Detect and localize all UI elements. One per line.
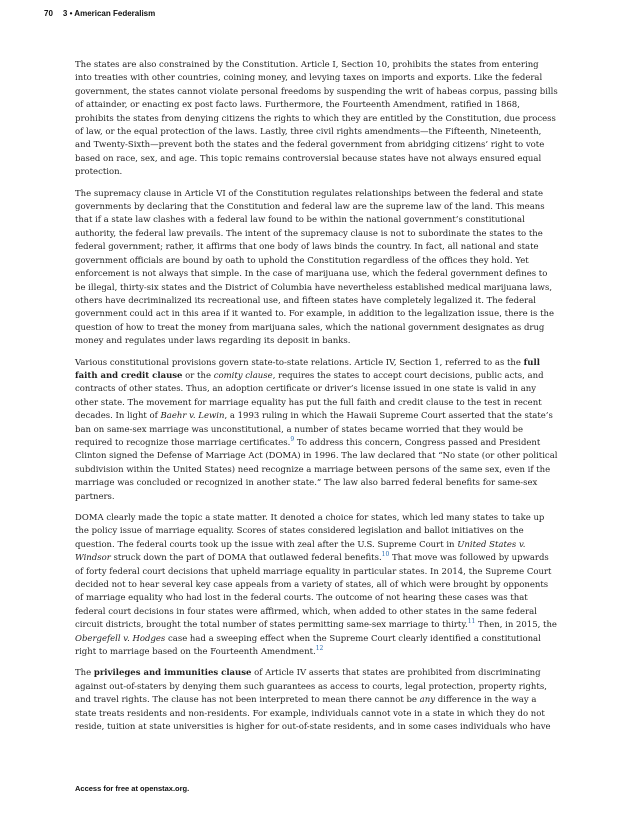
chapter-title: 3 • American Federalism — [62, 9, 156, 18]
paragraph-supremacy-clause: The supremacy clause in Article VI of the Constitution regulates relationships between the federal and state governments by declaring that the Constitution and federal law are the supreme law of the land. This means that if a state law clashes with a federal law found to be within the national government’s constitutional authority, the federal law prevails. The intent of the supremacy clause is not to subordinate the states to the federal government; rather, it affirms that one body of laws binds the country. In fact, all national and state government officials are bound by oath to uphold the Constitution regardless of the offices they hold. Yet enforcement is not always that simple. In the case of marijuana use, which the federal government defines to be illegal, thirty-six states and the District of Columbia have nevertheless established medical marijuana laws, others have decriminalized its recreational use, and fifteen states have completely legalized it. The federal government could act in this area if it wanted to. For example, in addition to the legalization issue, there is the question of how to treat the money from marijuana sales, which the national government designates as drug money and regulates under laws regarding its deposit in banks. — [75, 188, 555, 347]
body-text — [75, 59, 558, 743]
paragraph-privileges-immunities — [75, 667, 558, 734]
case-name-baehr: Baehr v. Lewin — [160, 411, 225, 422]
paragraph-full-faith-credit — [75, 357, 558, 504]
text-run: of Article IV asserts that states are prohibited from discriminating against out-of-staters by denying them such guarantees as access to courts, legal protection, property rights, and travel rights. The clause has not been interpreted to mean there cannot be — [75, 668, 547, 706]
footnote-ref-12[interactable]: 12 — [315, 645, 324, 653]
footnote-ref-9[interactable]: 9 — [290, 436, 295, 444]
case-name-obergefell: Obergefell v. Hodges — [75, 633, 166, 644]
text-run: or the — [182, 370, 214, 381]
page-number: 70 — [44, 9, 53, 18]
text-run: case had a sweeping effect when the Supreme Court clearly identified a constitutional right to marriage based on the Fourteenth Amendment. — [75, 633, 541, 658]
text-run: Various constitutional provisions govern state-to-state relations. Article IV, Section 1, referred to as the — [75, 357, 524, 368]
key-term-full-faith-credit: full faith and credit clause — [75, 357, 540, 381]
paragraph-constitutional-constraints: The states are also constrained by the Constitution. Article I, Section 10, prohibits the states from entering into treaties with other countries, coining money, and levying taxes on imports and exports. Like the federal government, the states cannot violate personal freedoms by suspending the writ of habeas corpus, passing bills of attainder, or enacting ex post facto laws. Furthermore, the Fourteenth Amendment, ratified in 1868, prohibits the states from denying citizens the rights to which they are entitled by the Constitution, due process of law, or the equal protection of the laws. Lastly, three civil rights amendments—the Fifteenth, Nineteenth, and Twenty-Sixth—prevent both the states and the federal government from abridging citizens’ right to vote based on race, sex, and age. This topic remains controversial because states have not always ensured equal protection. — [75, 60, 558, 178]
text-run: Then, in 2015, the — [475, 620, 557, 631]
text-run: , requires the states to accept court decisions, public acts, and contracts of other states. Thus, an adoption certificate or driver’s license issued in one state is valid in any other state. The movement for marriage equality has put the full faith and credit clause to the test in recent decades. In light of — [75, 370, 544, 422]
paragraph-doma — [75, 512, 558, 659]
text-run: That move was followed by upwards of forty federal court decisions that upheld marriage equality in particular states. In 2014, the Supreme Court decided not to hear several key case appeals from a variety of states, all of which were brought by opponents of marriage equality who had lost in the federal courts. The outcome of not hearing these cases was that federal court decisions in four states were affirmed, which, when added to other states in the same federal circuit districts, brought the total number of states permitting same-sex marriage to thirty. — [75, 553, 552, 631]
text-run: struck down the part of DOMA that outlawed federal benefits. — [110, 553, 382, 564]
key-term-privileges-immunities: privileges and immunities clause — [93, 668, 252, 679]
text-run: , a 1993 ruling in which the Hawaii Supreme Court asserted that the state’s ban on same-sex marriage was unconstitutional, a number of states became worried that they would be required to recognize those marriage certificates. — [75, 411, 553, 448]
text-run: To address this concern, Congress passed and President Clinton signed the Defense of Marriage Act (DOMA) in 1996. The law declared that “No state (or other political subdivision within the United States) need recognize a marriage between persons of the same sex, even if the marriage was concluded or recognized in another state.” The law also barred federal benefits for same-sex partners. — [75, 437, 558, 502]
emphasis-any: any — [419, 695, 436, 706]
footnote-ref-10[interactable]: 10 — [381, 551, 390, 559]
text-run: difference in the way a state treats residents and non-residents. For example, individuals cannot vote in a state in which they do not reside, tuition at state universities is higher for out-of-state residents, and in some cases individuals who have — [75, 695, 551, 733]
text-run: The — [75, 668, 94, 679]
term-comity-clause: comity clause — [213, 370, 273, 381]
footnote-ref-11[interactable]: 11 — [467, 618, 476, 626]
text-run: DOMA clearly made the topic a state matter. It denoted a choice for states, which led many states to take up the policy issue of marriage equality. Scores of states considered legislation and ballot initiatives on the question. The federal courts took up the issue with zeal after the U.S. Supreme Court in — [75, 513, 545, 550]
case-name-windsor: United States v. Windsor — [75, 539, 526, 564]
page-footer[interactable]: Access for free at openstax.org. — [75, 784, 190, 793]
running-header — [44, 9, 155, 18]
